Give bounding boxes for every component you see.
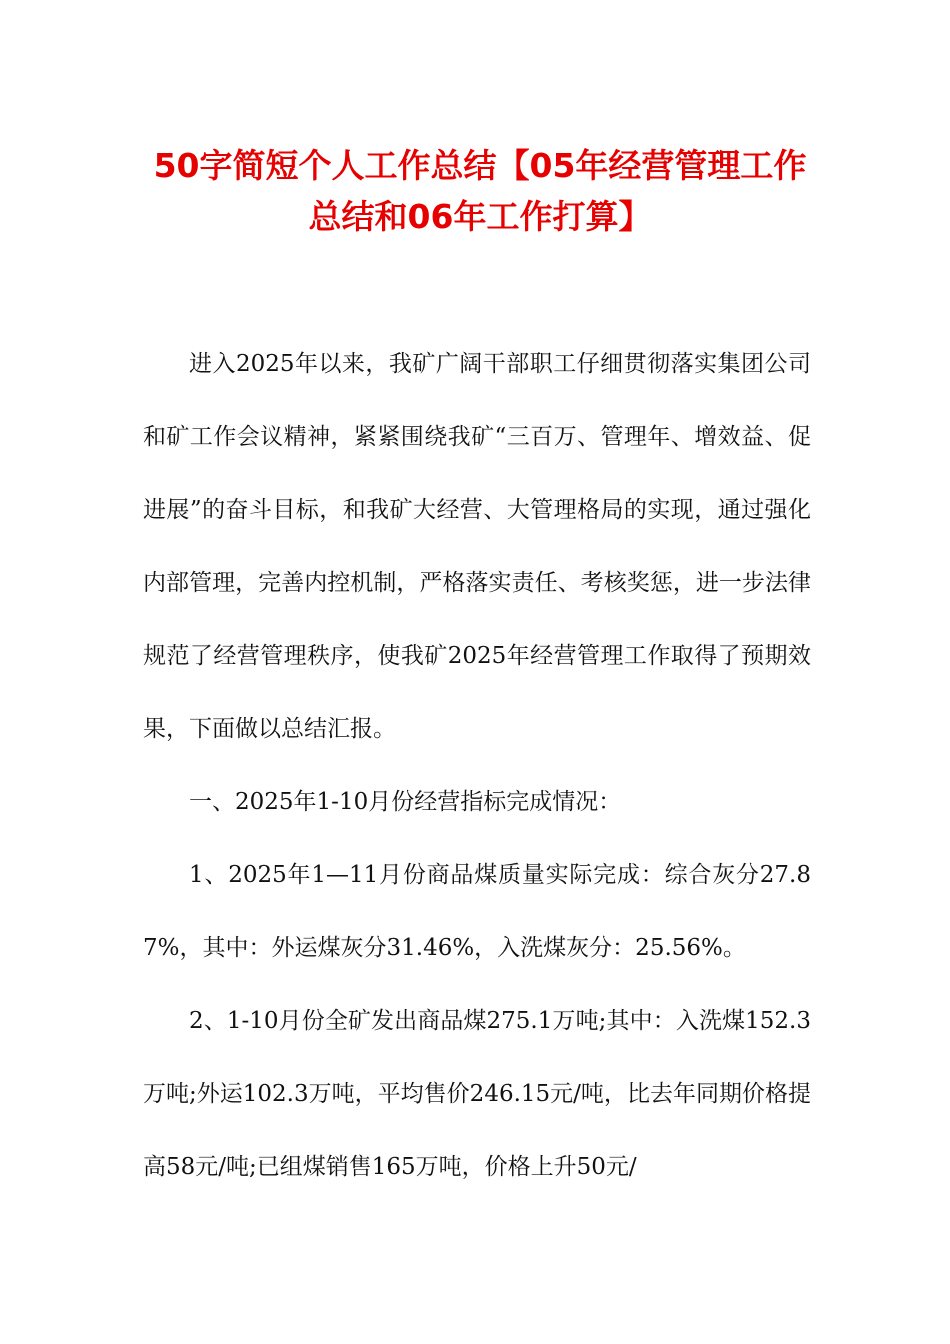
paragraph-item-2: 2、1-10月份全矿发出商品煤275.1万吨;其中：入洗煤152.3万吨;外运102.3万吨，平均售价246.15元/吨，比去年同期价格提高58元/吨;已组煤销售165万吨，价格上升50元/ [143,1008,811,1180]
document-body [143,328,811,1204]
paragraph-intro: 进入2025年以来，我矿广阔干部职工仔细贯彻落实集团公司和矿工作会议精神，紧紧围绕我矿“三百万、管理年、增效益、促进展”的奋斗目标，和我矿大经营、大管理格局的实现，通过强化内部管理，完善内控机制，严格落实责任、考核奖惩，进一步法律规范了经营管理秩序，使我矿2025年经营管理工作取得了预期效果，下面做以总结汇报。 [143,351,811,742]
document-title: 50字简短个人工作总结【05年经营管理工作总结和06年工作打算】 [153,146,807,236]
paragraph-section-heading: 一、2025年1-10月份经营指标完成情况： [189,789,622,815]
paragraph-item-1: 1、2025年1—11月份商品煤质量实际完成：综合灰分27.87%，其中：外运煤灰分31.46%，入洗煤灰分：25.56%。 [143,862,811,961]
